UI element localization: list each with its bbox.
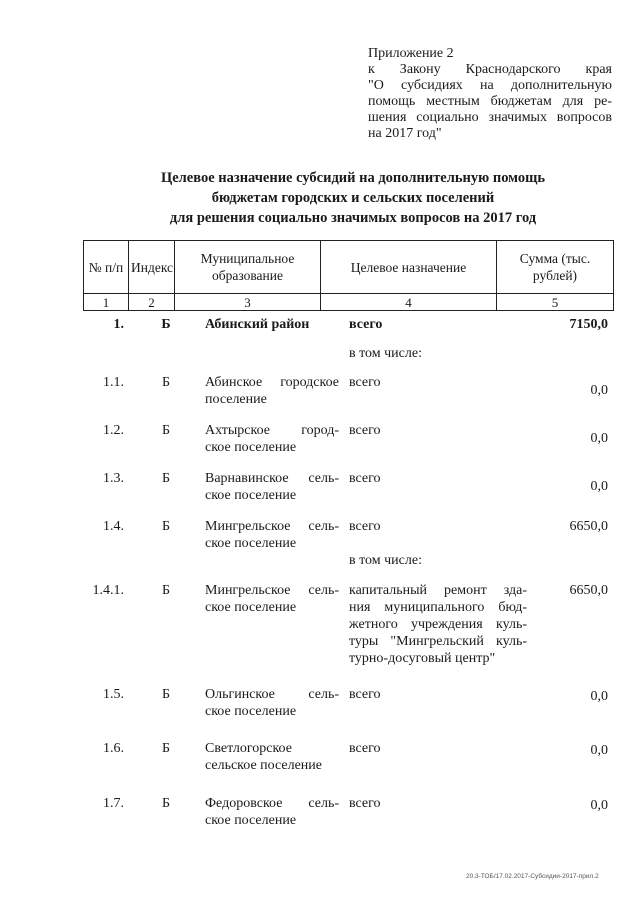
row-index: Б [161,741,171,756]
row-index: Б [161,471,171,486]
row-index: Б [161,583,171,598]
row-number: 1.2. [103,423,124,438]
row-index: Б [161,317,171,332]
row-purpose: всего [349,375,381,390]
row-sum: 7150,0 [569,317,608,332]
header-purpose: Целевое назначение [321,241,497,294]
appendix-line: "О субсидиях на дополнительную [368,78,612,93]
row-number: 1. [113,317,124,332]
header-index: Индекс [129,241,175,294]
row-municipality: Мингрельское сель- ское поселение [205,583,339,615]
row-sum: 0,0 [590,431,608,446]
row-number: 1.4.1. [92,583,124,598]
column-number: 1 [84,294,129,311]
row-number: 1.1. [103,375,124,390]
row-index: Б [161,519,171,534]
row-index: Б [161,687,171,702]
appendix-line: Приложение 2 [368,46,454,61]
row-purpose: всего [349,687,381,702]
title-line: для решения социально значимых вопросов на 2017 год [169,210,537,226]
row-sum: 6650,0 [569,583,608,598]
appendix-line: к Закону Краснодарского края [368,62,612,77]
row-sum: 6650,0 [569,519,608,534]
row-purpose: всего [349,471,381,486]
row-sum: 0,0 [590,479,608,494]
column-number: 2 [129,294,175,311]
row-municipality: Ольгинское сель- ское поселение [205,687,339,719]
row-municipality: Варнавинское сель- ское поселение [205,471,339,503]
table-header [83,240,613,312]
row-municipality: Абинское городское поселение [205,375,339,407]
row-number: 1.7. [103,796,124,811]
row-municipality: Мингрельское сель- ское поселение [205,519,339,551]
appendix-line: на 2017 год" [368,126,442,141]
row-sum: 0,0 [590,383,608,398]
column-number: 4 [321,294,497,311]
row-purpose: всего [349,741,381,756]
appendix-line: помощь местным бюджетам для ре- [368,94,612,109]
column-number: 5 [497,294,614,311]
in-that-number-label: в том числе: [349,553,422,568]
row-number: 1.4. [103,519,124,534]
row-purpose: всего [349,423,381,438]
row-municipality: Федоровское сель- ское поселение [205,796,339,828]
row-purpose: капитальный ремонт зда- ния муниципального бюд- жетного учреждения куль- туры "Мингрельский куль- турно-досуговый центр" [349,583,527,666]
row-purpose: всего [349,796,381,811]
row-number: 1.6. [103,741,124,756]
row-municipality: Светлогорское сельское поселение [205,741,322,773]
title-line: Целевое назначение субсидий на дополнительную помощь [160,170,546,186]
row-index: Б [161,423,171,438]
row-sum: 0,0 [590,743,608,758]
row-index: Б [161,375,171,390]
in-that-number-label: в том числе: [349,346,422,361]
title-line: бюджетам городских и сельских поселений [211,190,495,206]
column-number: 3 [175,294,321,311]
row-number: 1.5. [103,687,124,702]
appendix-line: шения социально значимых вопросов [368,110,612,125]
row-municipality: Абинский район [205,317,310,332]
header-sum: Сумма (тыс. рублей) [497,241,614,294]
row-municipality: Ахтырское город- ское поселение [205,423,339,455]
document-title [100,168,606,228]
row-sum: 0,0 [590,689,608,704]
row-purpose: всего [349,519,381,534]
header-municipality: Муниципальное образование [175,241,321,294]
document-footer-code: 20.3-ТОБ/17.02.2017-Субсидии-2017-прил.2 [466,873,599,880]
row-sum: 0,0 [590,798,608,813]
row-number: 1.3. [103,471,124,486]
appendix-block [368,46,612,142]
row-purpose: всего [349,317,383,332]
row-index: Б [161,796,171,811]
header-number: № п/п [84,241,129,294]
